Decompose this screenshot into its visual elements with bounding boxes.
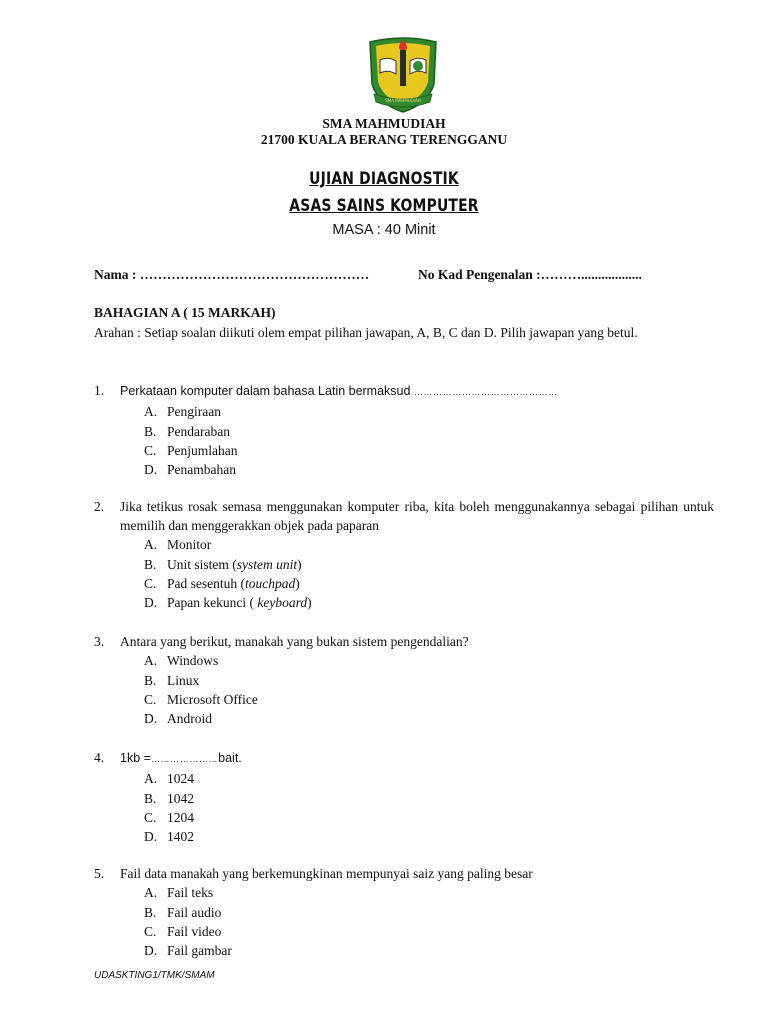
name-field[interactable]: Nama : …………………………………………… [94, 267, 370, 282]
answer-blank: ……………………………………… [413, 387, 558, 397]
option-a[interactable]: A. Monitor [144, 537, 212, 553]
school-name: SMA MAHMUDIAH [322, 116, 446, 131]
question-text: Antara yang berikut, manakah yang bukan sistem pengendalian? [120, 634, 469, 649]
question-number: 4. [94, 750, 105, 765]
section-title: BAHAGIAN A ( 15 MARKAH) [94, 305, 276, 320]
option-c[interactable]: C. Microsoft Office [144, 691, 258, 707]
question-text: Jika tetikus rosak semasa menggunakan komputer riba, kita boleh menggunakannya sebagai pilihan untuk memilih dan menggerakkan objek pada paparan [120, 499, 714, 534]
subject-title: ASAS SAINS KOMPUTER [289, 196, 479, 216]
option-d[interactable]: D. Papan kekunci ( keyboard) [144, 595, 312, 611]
ic-number-field[interactable]: No Kad Pengenalan :……….................. [418, 267, 642, 282]
question-number: 1. [94, 383, 105, 398]
option-a[interactable]: A. Windows [144, 653, 219, 669]
question-1 [94, 381, 714, 479]
question-2 [94, 497, 714, 613]
option-d[interactable]: D. Fail gambar [144, 943, 232, 959]
option-b[interactable]: B. Linux [144, 672, 200, 688]
question-number: 3. [94, 634, 105, 649]
question-5 [94, 864, 714, 960]
student-info-row [94, 266, 714, 284]
option-c[interactable]: C. Penjumlahan [144, 442, 238, 458]
option-b[interactable]: B. Fail audio [144, 904, 222, 920]
option-b[interactable]: B. Pendaraban [144, 423, 230, 439]
option-c[interactable]: C. Pad sesentuh (touchpad) [144, 576, 300, 591]
option-d[interactable]: D. Android [144, 711, 212, 727]
option-a[interactable]: A. Pengiraan [144, 404, 221, 420]
logo-banner-text: SMA MAHMUDIAH [385, 98, 421, 103]
question-text: Perkataan komputer dalam bahasa Latin bermaksud [120, 384, 411, 398]
question-text-suffix: bait. [218, 751, 242, 765]
section-instruction: Arahan : Setiap soalan diikuti olem empat pilihan jawapan, A, B, C dan D. Pilih jawapan yang betul. [94, 325, 638, 340]
option-a[interactable]: A. Fail teks [144, 885, 214, 901]
question-4 [94, 748, 714, 846]
exam-duration: MASA : 40 Minit [332, 222, 436, 238]
option-c[interactable]: C. 1204 [144, 809, 194, 825]
document-code-footer: UDASKTING1/TMK/SMAM [94, 970, 215, 981]
question-number: 5. [94, 866, 105, 881]
option-b[interactable]: B. Unit sistem (system unit) [144, 556, 302, 572]
answer-blank: ………………… [150, 754, 219, 764]
option-d[interactable]: D. Penambahan [144, 462, 236, 478]
question-text: 1kb = [120, 751, 151, 765]
question-number: 2. [94, 499, 105, 514]
school-crest-icon [366, 36, 440, 114]
question-text: Fail data manakah yang berkemungkinan mempunyai saiz yang paling besar [120, 866, 533, 881]
option-a[interactable]: A. 1024 [144, 771, 194, 787]
option-b[interactable]: B. 1042 [144, 790, 194, 806]
exam-title: UJIAN DIAGNOSTIK [309, 169, 459, 189]
option-c[interactable]: C. Fail video [144, 923, 222, 939]
option-d[interactable]: D. 1402 [144, 829, 194, 845]
school-address: 21700 KUALA BERANG TERENGGANU [260, 132, 508, 147]
question-3 [94, 632, 714, 728]
